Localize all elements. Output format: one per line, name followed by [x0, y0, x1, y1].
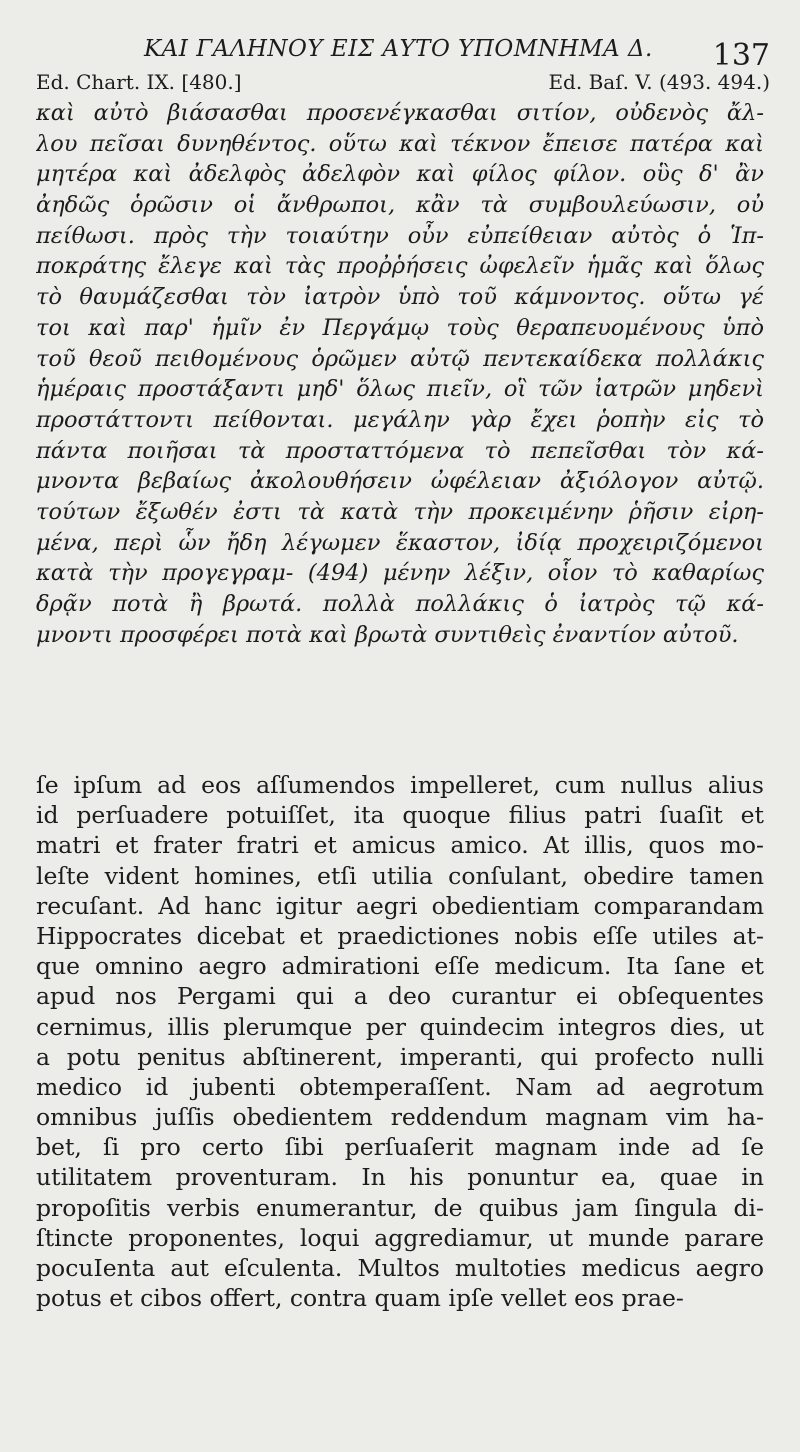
latin-text-line: ſe ipſum ad eos aſſumendos impelleret, cum nullus alius: [36, 771, 764, 799]
latin-text-line: cernimus, illis plerumque per quindecim integros dies, ut: [36, 1012, 764, 1041]
latin-text-line: matri et frater fratri et amicus amico. At illis, quos mo-: [36, 831, 764, 860]
latin-text-line: ſtincte proponentes, loqui aggrediamur, ut munde parare: [36, 1223, 764, 1252]
greek-text-line: μνοντι προσφέρει ποτὰ καὶ βρωτὰ συντιθεὶς ἐναντίον αὐτοῦ.: [36, 621, 739, 648]
greek-text-line: μνοντα βεβαίως ἀκολουθήσειν ὠφέλειαν ἀξιόλογον αὐτῷ.: [36, 468, 764, 495]
latin-text-block: [36, 770, 764, 1313]
greek-text-line: καὶ αὐτὸ βιάσασθαι προσενέγκασθαι σιτίον, οὐδενὸς ἄλ-: [36, 100, 764, 126]
latin-text-line: leſte vident homines, etſi utilia conſulant, obedire tamen: [36, 861, 764, 890]
greek-text-line: τὸ θαυμάζεσθαι τὸν ἰατρὸν ὑπὸ τοῦ κάμνοντος. οὕτω γέ: [36, 284, 764, 311]
greek-text-line: κατὰ τὴν προγεγραμ- (494) μένην λέξιν, οἷον τὸ καθαρίως: [36, 560, 764, 587]
greek-text-line: πάντα ποιῆσαι τὰ προσταττόμενα τὸ πεπεῖσθαι τὸν κά-: [36, 437, 764, 464]
greek-text-line: λου πεῖσαι δυνηθέντος. οὕτω καὶ τέκνον ἔπεισε πατέρα καὶ: [36, 130, 764, 157]
greek-text-line: προστάττοντι πείθονται. μεγάλην γὰρ ἔχει ῥοπὴν εἰς τὸ: [36, 406, 764, 433]
page-header: [36, 30, 770, 74]
latin-text-line: Hippocrates dicebat et praedictiones nobis eſſe utiles at-: [36, 921, 764, 950]
edition-references: [36, 70, 770, 98]
edition-ref-chart: Ed. Chart. IX. [480.]: [36, 70, 242, 94]
greek-text-line: μένα, περὶ ὧν ἤδη λέγωμεν ἕκαστον, ἰδίᾳ προχειριζόμενοι: [36, 529, 764, 556]
greek-text-line: τούτων ἔξωθέν ἐστι τὰ κατὰ τὴν προκειμένην ῥῆσιν εἰρη-: [36, 498, 764, 525]
greek-text-line: πείθωσι. πρὸς τὴν τοιαύτην οὖν εὐπείθειαν αὐτὸς ὁ Ἱπ-: [36, 222, 764, 249]
latin-text-line: apud nos Pergami qui a deo curantur ei obſequentes: [36, 982, 764, 1011]
greek-text-line: ἀηδῶς ὁρῶσιν οἱ ἄνθρωποι, κἂν τὰ συμβουλεύωσιν, οὐ: [36, 192, 764, 219]
greek-text-line: δρᾷν ποτὰ ἢ βρωτά. πολλὰ πολλάκις ὁ ἰατρὸς τῷ κά-: [36, 591, 764, 617]
latin-text-line: bet, ſi pro certo ſibi perſuaſerit magnam inde ad ſe: [36, 1133, 764, 1162]
greek-text-block: [36, 98, 764, 650]
latin-text-line: medico id jubenti obtemperaſſent. Nam ad aegrotum: [36, 1072, 764, 1101]
latin-text-line: que omnino aegro admirationi eſſe medicum. Ita ſane et: [36, 952, 764, 981]
greek-text-line: ἡμέραις προστάξαντι μηδ' ὅλως πιεῖν, οἳ τῶν ἰατρῶν μηδενὶ: [36, 376, 764, 403]
greek-text-line: μητέρα καὶ ἀδελφὸς ἀδελφὸν καὶ φίλος φίλον. οὓς δ' ἂν: [36, 161, 764, 188]
edition-ref-basel: Ed. Baſ. V. (493. 494.): [548, 70, 770, 94]
page-number: 137: [712, 38, 770, 73]
latin-text-line: utilitatem proventuram. In his ponuntur ea, quae in: [36, 1163, 764, 1192]
latin-text-line: id perſuadere potuiſſet, ita quoque filius patri ſuaſit et: [36, 801, 764, 830]
latin-text-line: omnibus juſſis obedientem reddendum magnam vim ha-: [36, 1103, 764, 1132]
latin-text-line: propoſitis verbis enumerantur, de quibus jam ſingula di-: [36, 1193, 764, 1222]
latin-text-line: pocuIenta aut eſculenta. Multos multoties medicus aegro: [36, 1254, 764, 1282]
greek-text-line: τοι καὶ παρ' ἡμῖν ἐν Περγάμῳ τοὺς θεραπευομένους ὑπὸ: [36, 314, 764, 341]
running-title: ΚΑΙ ΓΑΛΗΝΟΥ ΕΙΣ ΑΥΤΟ ΥΠΟΜΝΗΜΑ Δ.: [144, 36, 653, 62]
latin-text-line: recuſant. Ad hanc igitur aegri obedientiam comparandam: [36, 891, 764, 920]
greek-text-line: τοῦ θεοῦ πειθομένους ὁρῶμεν αὐτῷ πεντεκαίδεκα πολλάκις: [36, 345, 764, 372]
latin-text-line: a potu penitus abſtinerent, imperanti, qui profecto nulli: [36, 1042, 764, 1071]
greek-text-line: ποκράτης ἔλεγε καὶ τὰς προῤῥήσεις ὠφελεῖν ἡμᾶς καὶ ὅλως: [36, 253, 764, 280]
latin-text-line: potus et cibos offert, contra quam ipſe vellet eos prae-: [36, 1284, 684, 1313]
